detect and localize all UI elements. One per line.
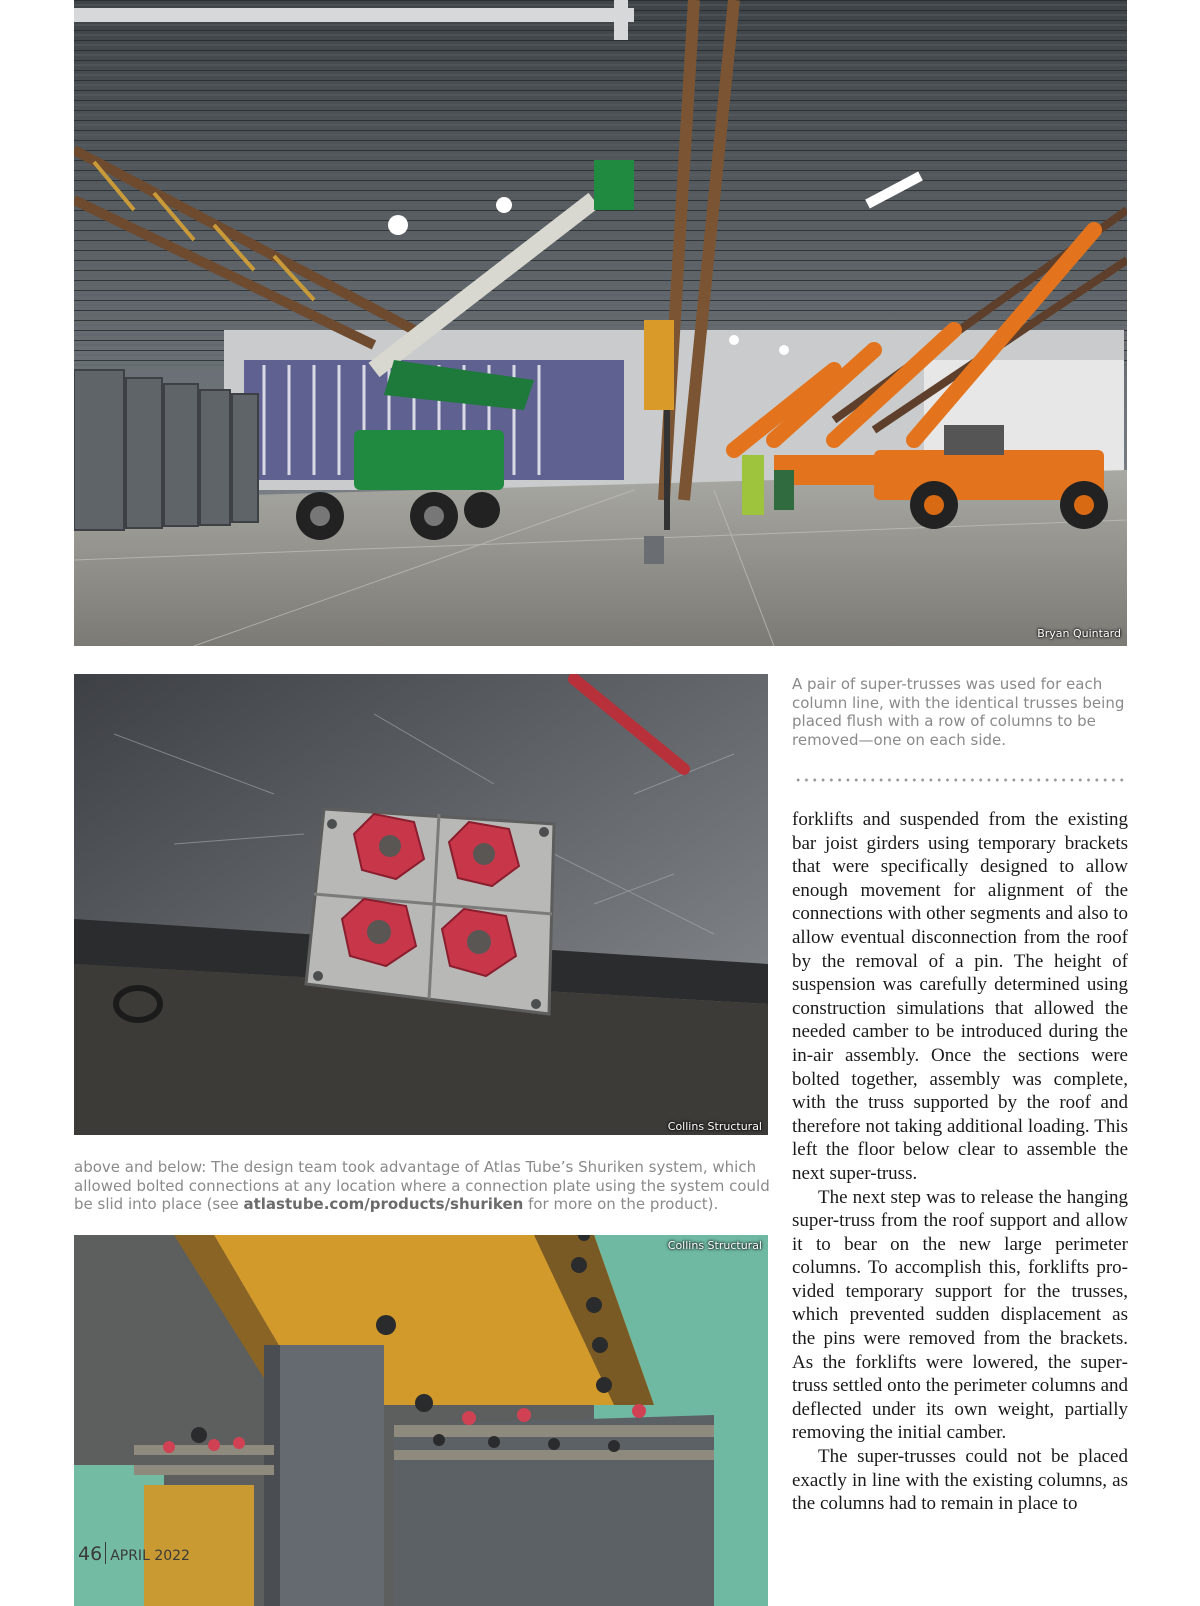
dotted-divider (794, 777, 1128, 783)
shuriken-url-link[interactable]: atlastube.com/products/shuriken (243, 1195, 524, 1213)
folio-divider (105, 1542, 106, 1564)
caption-text-end: for more on the product). (523, 1195, 719, 1213)
caption-super-trusses: A pair of super-trusses was used for each column line, with the identical trusses being placed flush with a row of columns to be removed—one on each side. (792, 675, 1125, 749)
photo-credit: Collins Structural (667, 1120, 762, 1133)
warehouse-lifts-photo (74, 0, 1127, 646)
shuriken-plate-photo (74, 674, 768, 1135)
issue-date: APRIL 2022 (110, 1548, 190, 1564)
warehouse-lifts-illustration (74, 0, 1127, 646)
photo-credit: Collins Structural (667, 1239, 762, 1252)
body-paragraph: The super-trusses could not be placed exactly in line with the existing columns, as the columns had to remain in place to (792, 1446, 1128, 1515)
caption-shuriken (74, 1158, 774, 1214)
photo-credit: Bryan Quintard (1037, 627, 1121, 640)
body-paragraph: forklifts and suspended from the existing bar joist girders using temporary brackets that were specifically designed to allow enough movement for alignment of the connections with other segments and also to allow eventual disconnection from the roof by the removal of a pin. The height of suspension was carefully determined using construction simulations that allowed the needed camber to be introduced during the in-air assembly. Once the sections were bolted together, assembly was complete, with the truss supported by the roof and therefore not taking additional loading. This left the floor below clear to assemble the next super-truss. (792, 809, 1128, 1184)
shuriken-plate-illustration (74, 674, 768, 1135)
page-folio (78, 1538, 190, 1565)
page-number: 46 (78, 1543, 103, 1565)
body-paragraph: The next step was to release the hanging super-truss from the roof support and allow it to bear on the new large perimeter columns. To accomplish this, forklifts provided temporary support for the trusses, which prevented sudden displacement as the pins were removed from the brackets. As the forklifts were lowered, the supertruss settled onto the perimeter columns and deflected under its own weight, partially removing the initial camber. (792, 1186, 1128, 1444)
caption-text: above and below: The design team took advantage of Atlas Tube’s Shuriken system, which allowed bolted connections at any location where a connection plate using the system could be slid into place (see (74, 1158, 770, 1213)
article-body-column (792, 808, 1128, 1516)
